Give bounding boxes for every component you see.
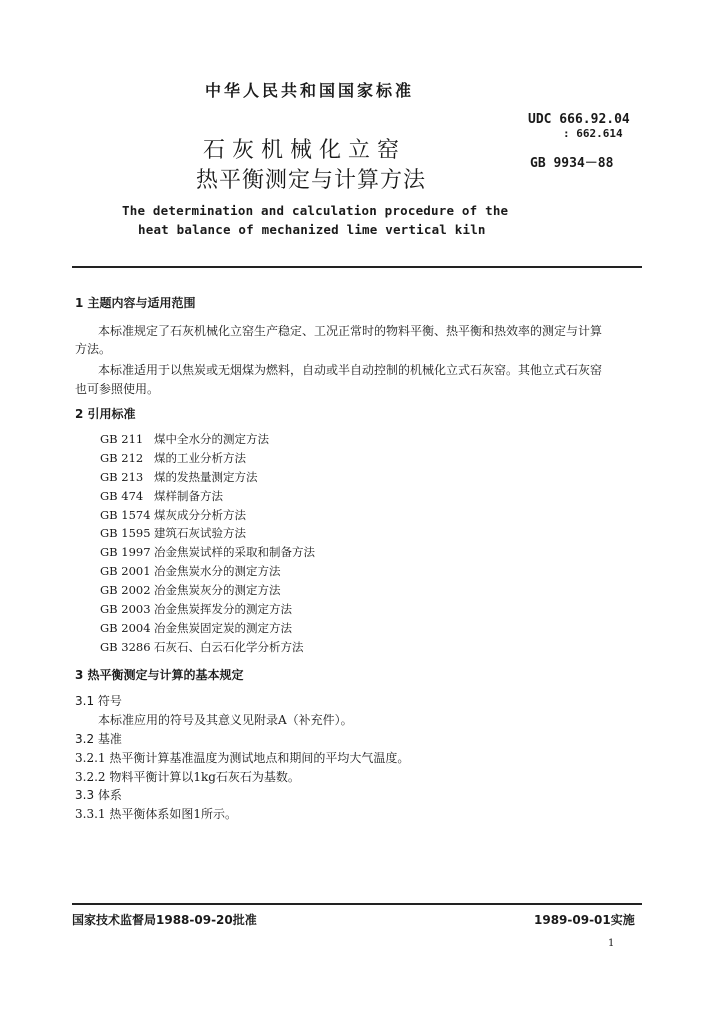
standard-code: GB 1574	[100, 507, 151, 522]
subsection-3-1-heading: 3.1 符号	[75, 694, 122, 708]
standard-name: 煤中全水分的测定方法	[154, 432, 269, 446]
list-item	[100, 581, 315, 600]
standard-name: 冶金焦炭灰分的测定方法	[154, 583, 281, 598]
section-1-paragraph-2-line2: 也可参照使用。	[75, 382, 160, 396]
referenced-standards-list	[100, 430, 315, 657]
subsection-3-3-heading: 3.3 体系	[75, 788, 122, 802]
clause-3-2-1: 3.2.1 热平衡计算基准温度为测试地点和期间的平均大气温度。	[75, 751, 410, 765]
standard-name: 建筑石灰试验方法	[154, 526, 246, 541]
standard-code: GB 213	[100, 469, 144, 484]
list-item	[100, 543, 315, 562]
section-1-paragraph-1-line2: 方法。	[75, 342, 112, 356]
standard-code: GB 212	[100, 450, 144, 465]
standard-code: GB 211	[100, 432, 144, 446]
section-1-paragraph-1-line1: 本标准规定了石灰机械化立窑生产稳定、工况正常时的物料平衡、热平衡和热效率的测定与计算	[98, 324, 603, 338]
list-item	[100, 487, 315, 506]
standard-category-title: 中华人民共和国国家标准	[205, 81, 415, 100]
standard-name: 煤灰成分分析方法	[154, 507, 246, 522]
standard-name: 石灰石、白云石化学分析方法	[154, 639, 304, 654]
document-title-cn-line1: 石灰机械化立窑	[203, 138, 407, 163]
standard-name: 冶金焦炭固定炭的测定方法	[154, 620, 292, 635]
clause-3-2-2: 3.2.2 物料平衡计算以1kg石灰石为基数。	[75, 770, 300, 784]
standard-name: 煤的发热量测定方法	[154, 469, 258, 484]
standard-code: GB 1997	[100, 545, 151, 560]
standard-name: 冶金焦炭水分的测定方法	[154, 564, 281, 579]
section-3-heading: 3 热平衡测定与计算的基本规定	[75, 668, 244, 682]
clause-3-3-1: 3.3.1 热平衡体系如图1所示。	[75, 807, 237, 821]
list-item	[100, 638, 315, 657]
page-number: 1	[608, 938, 615, 949]
standard-code: GB 2002	[100, 583, 151, 598]
list-item	[100, 562, 315, 581]
list-item	[100, 468, 315, 487]
document-title-en-line2: heat balance of mechanized lime vertical kiln	[138, 222, 486, 237]
standard-name: 煤的工业分析方法	[154, 450, 246, 465]
document-title-en-line1: The determination and calculation procedure of the	[122, 203, 509, 218]
list-item	[100, 619, 315, 638]
standard-name: 煤样制备方法	[154, 488, 223, 503]
udc-code-line1: UDC 666.92.04	[528, 112, 630, 127]
effective-date: 1989-09-01实施	[534, 913, 635, 927]
subsection-3-1-text: 本标准应用的符号及其意义见附录A（补充件）。	[98, 713, 353, 727]
list-item	[100, 430, 315, 449]
list-item	[100, 600, 315, 619]
standard-code: GB 474	[100, 488, 144, 503]
list-item	[100, 524, 315, 543]
header-divider	[72, 266, 642, 268]
standard-code: GB 3286	[100, 639, 151, 654]
standard-code: GB 2003	[100, 602, 151, 617]
standard-code: GB 2001	[100, 564, 151, 579]
section-2-heading: 2 引用标准	[75, 407, 136, 421]
list-item	[100, 449, 315, 468]
gb-standard-number: GB 9934－88	[530, 156, 614, 171]
approval-statement: 国家技术监督局1988-09-20批准	[72, 913, 257, 927]
footer-divider	[72, 903, 642, 905]
subsection-3-2-heading: 3.2 基准	[75, 732, 122, 746]
udc-code-line2: : 662.614	[563, 127, 623, 140]
standard-name: 冶金焦炭挥发分的测定方法	[154, 602, 292, 617]
standard-code: GB 2004	[100, 620, 151, 635]
standard-code: GB 1595	[100, 526, 151, 541]
standard-name: 冶金焦炭试样的采取和制备方法	[154, 545, 315, 560]
document-title-cn-line2: 热平衡测定与计算方法	[196, 168, 427, 193]
section-1-paragraph-2-line1: 本标准适用于以焦炭或无烟煤为燃料，自动或半自动控制的机械化立式石灰窑。其他立式石灰窑	[98, 363, 603, 377]
section-1-heading: 1 主题内容与适用范围	[75, 296, 196, 310]
list-item	[100, 506, 315, 525]
